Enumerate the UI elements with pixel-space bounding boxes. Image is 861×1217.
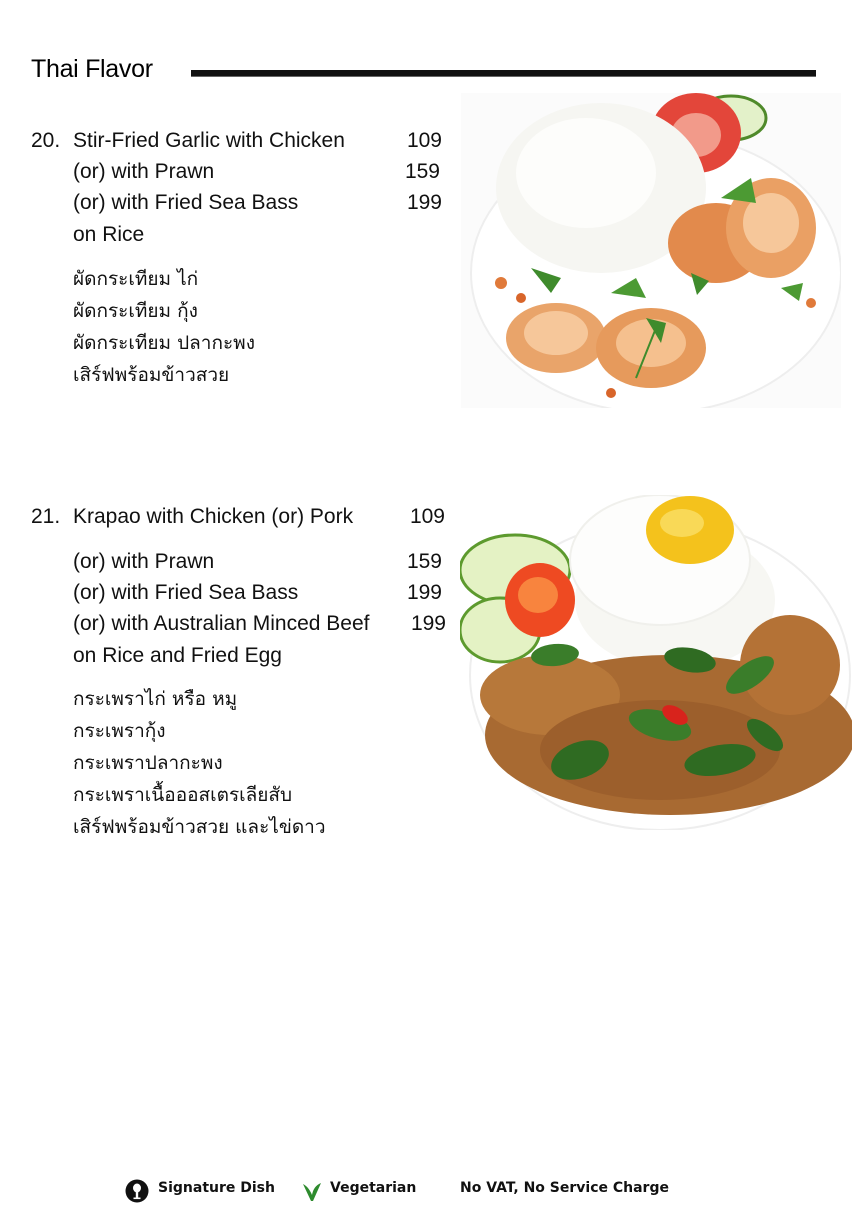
thai-description: กระเพราปลากะพง bbox=[73, 752, 223, 774]
item-line: (or) with Fried Sea Bass bbox=[73, 581, 299, 604]
signature-dish-icon bbox=[125, 1179, 149, 1203]
title-rule bbox=[191, 70, 816, 77]
item-line: on Rice bbox=[73, 223, 145, 246]
thai-description: กระเพรากุ้ง bbox=[73, 720, 166, 742]
page-title: Thai Flavor bbox=[31, 55, 153, 83]
item-line: Stir-Fried Garlic with Chicken bbox=[73, 129, 345, 152]
item-line: (or) with Fried Sea Bass bbox=[73, 191, 299, 214]
thai-description: กระเพราเนื้อออสเตรเลียสับ bbox=[73, 784, 293, 806]
vegetarian-leaf-icon bbox=[301, 1181, 323, 1203]
pricing-note: No VAT, No Service Charge bbox=[460, 1180, 669, 1196]
item-number: 20. bbox=[31, 129, 61, 152]
dish-photo-garlic-prawn bbox=[461, 93, 841, 408]
thai-description: ผัดกระเทียม ไก่ bbox=[73, 268, 199, 290]
item-line: on Rice and Fried Egg bbox=[73, 644, 282, 667]
item-line: Krapao with Chicken (or) Pork bbox=[73, 505, 354, 528]
item-line: (or) with Prawn bbox=[73, 550, 215, 573]
item-price: 159 bbox=[404, 160, 440, 183]
item-price: 109 bbox=[406, 129, 442, 152]
thai-description: ผัดกระเทียม กุ้ง bbox=[73, 300, 198, 322]
thai-description: เสิร์ฟพร้อมข้าวสวย และไข่ดาว bbox=[73, 816, 326, 838]
thai-description: เสิร์ฟพร้อมข้าวสวย bbox=[73, 364, 230, 386]
dish-photo-krapao bbox=[460, 495, 852, 830]
item-price: 199 bbox=[406, 191, 442, 214]
signature-dish-label: Signature Dish bbox=[158, 1180, 275, 1196]
thai-description: กระเพราไก่ หรือ หมู bbox=[73, 688, 238, 710]
item-price: 199 bbox=[406, 581, 442, 604]
thai-description: ผัดกระเทียม ปลากะพง bbox=[73, 332, 255, 354]
item-line: (or) with Prawn bbox=[73, 160, 215, 183]
item-price: 159 bbox=[406, 550, 442, 573]
item-line: (or) with Australian Minced Beef bbox=[73, 612, 370, 635]
item-number: 21. bbox=[31, 505, 61, 528]
item-price: 199 bbox=[410, 612, 446, 635]
item-price: 109 bbox=[409, 505, 445, 528]
vegetarian-label: Vegetarian bbox=[330, 1180, 417, 1196]
